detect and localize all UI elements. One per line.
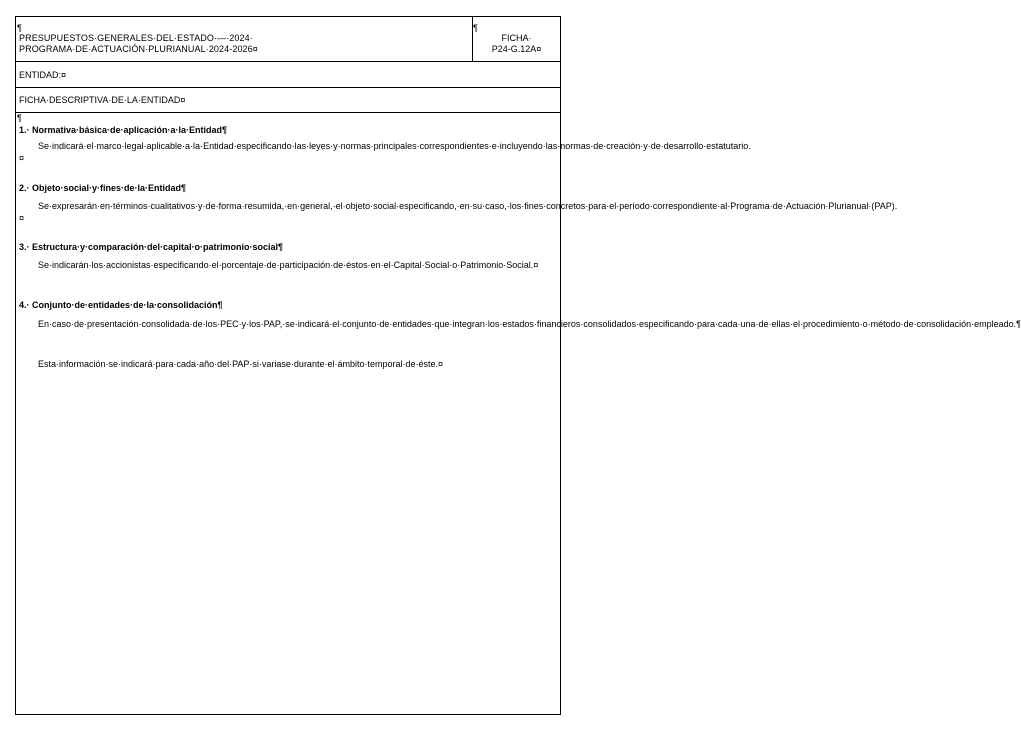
section-paragraph: Se·indicará·el·marco·legal·aplicable·a·la·Entidad·especificando·las·leyes·y·normas·principales·correspondientes·e·incluyendo·las·normas·de·creación·y·de·desarrollo·estatutario.¤	[19, 141, 751, 163]
ficha-descriptiva-label: FICHA·DESCRIPTIVA·DE·LA·ENTIDAD¤	[19, 95, 186, 105]
section-title: 3.· Estructura·y·comparación·del·capital·o·patrimonio·social¶	[19, 242, 284, 252]
header	[16, 17, 560, 62]
pilcrow-mark: ¶	[17, 113, 22, 123]
section-title: 2.· Objeto·social·y·fines·de·la·Entidad¶	[19, 183, 187, 193]
section-title: 1.· Normativa·básica·de·aplicación·a·la·Entidad¶	[19, 125, 228, 135]
document-page	[15, 16, 1021, 715]
header-title	[19, 33, 258, 55]
entidad-row	[16, 62, 560, 88]
ficha-code-line1: FICHA·	[501, 33, 532, 43]
header-title-line2: PROGRAMA·DE·ACTUACIÓN·PLURIANUAL·2024-2026¤	[19, 44, 258, 54]
section-paragraph: En·caso·de·presentación·consolidada·de·los·PEC·y·los·PAP,·se·indicará·el·conjunto·de·entidades·que·integran·los·estados·financieros·consolidados·especificando·para·cada·una·de·ellas·el·procedimiento·o·método·de·consolidación·empleado.¶	[38, 319, 1021, 329]
section-paragraph: Esta·información·se·indicará·para·cada·año·del·PAP·si·variase·durante·el·ámbito·temporal·de·éste.¤	[38, 359, 443, 369]
section-paragraph: Se·indicarán·los·accionistas·especificando·el·porcentaje·de·participación·de·éstos·en·el·Capital·Social·o·Patrimonio·Social.¤	[38, 260, 539, 270]
ficha-code	[473, 33, 560, 55]
pilcrow-mark: ¶	[473, 23, 478, 33]
header-title-line1: PRESUPUESTOS·GENERALES·DEL·ESTADO·—·2024·	[19, 33, 253, 43]
header-code-cell	[473, 17, 560, 61]
pilcrow-mark: ¶	[17, 23, 22, 33]
ficha-code-line2: P24-G.12A¤	[491, 44, 542, 54]
section-title: 4.· Conjunto·de·entidades·de·la·consolidación¶	[19, 300, 223, 310]
ficha-descriptiva-row	[16, 88, 560, 113]
entidad-label: ENTIDAD:¤	[19, 70, 67, 80]
section-paragraph: Se·expresarán·en·términos·cualitativos·y·de·forma·resumida,·en·general,·el·objeto·social·especificando,·en·su·caso,·los·fines·concretos·para·el·período·correspondiente·al·Programa·de·Actuación·Plurianual·(PAP).¤	[19, 201, 898, 223]
header-title-cell	[16, 17, 473, 61]
